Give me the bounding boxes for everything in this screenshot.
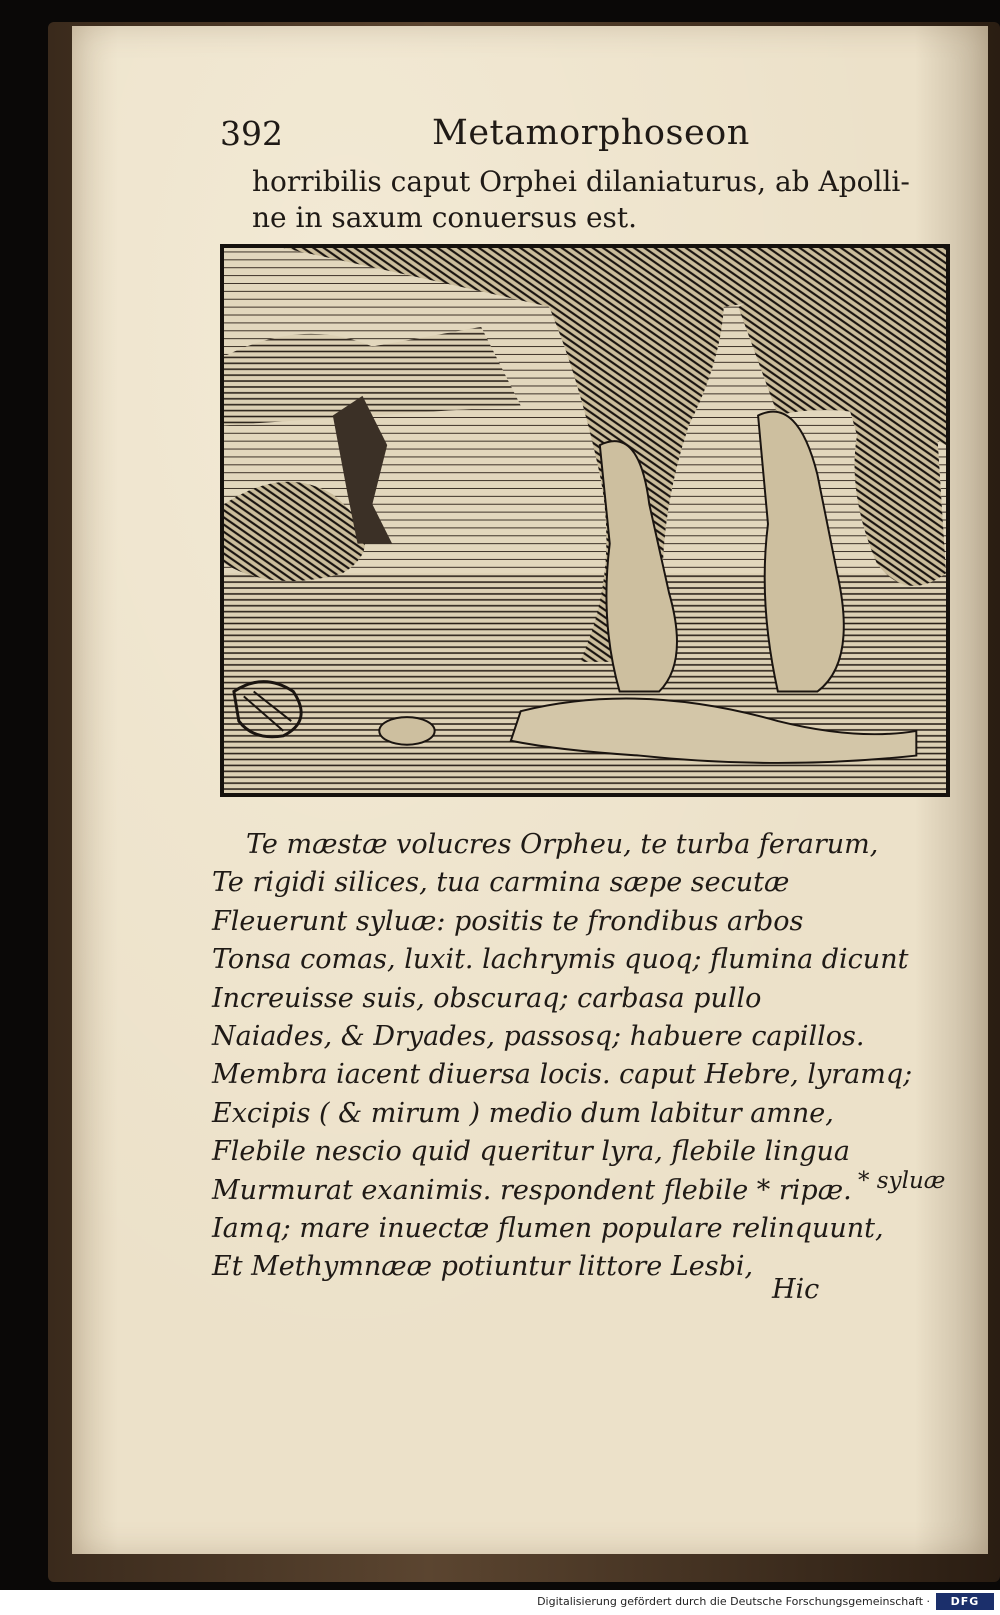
verse-line: Increuisse suis, obscuraq; carbasa pullo <box>212 982 762 1014</box>
verse-line: Naiades, & Dryades, passosq; habuere capillos. <box>212 1021 865 1053</box>
verse-line: Fleuerunt syluæ: positis te frondibus arbos <box>212 905 804 937</box>
verse-line: Murmurat exanimis. respondent flebile * ripæ. <box>212 1174 852 1206</box>
verse-line: Et Methymnææ potiuntur littore Lesbi, <box>212 1251 754 1283</box>
verse-list <box>212 826 912 1287</box>
running-head: Metamorphoseon <box>432 113 750 153</box>
verse-line: Membra iacent diuersa locis. caput Hebre, lyramq; <box>212 1059 913 1091</box>
verse-line: Tonsa comas, luxit. lachrymis quoq; flumina dicunt <box>212 944 909 976</box>
verse-line: Iamq; mare inuectæ flumen populare relinquunt, <box>212 1213 884 1245</box>
footer-bar <box>0 1590 1000 1615</box>
page-number: 392 <box>220 114 283 153</box>
dfg-logo: DFG <box>936 1593 994 1610</box>
verse-line: Te mæstæ volucres Orpheu, te turba ferarum, <box>246 829 879 860</box>
verse-line: Te rigidi silices, tua carmina sæpe secutæ <box>212 867 790 899</box>
catchword: Hic <box>772 1274 820 1305</box>
verse-line: Excipis ( & mirum ) medio dum labitur amne, <box>212 1097 834 1129</box>
prose-paragraph <box>252 164 1000 236</box>
verse-line: Flebile nescio quid queritur lyra, flebile lingua <box>212 1136 850 1168</box>
prose-line: horribilis caput Orphei dilaniaturus, ab Apolli- <box>252 165 910 198</box>
book-page <box>72 26 988 1554</box>
woodcut-image <box>224 248 946 793</box>
prose-line: ne in saxum conuersus est. <box>252 201 638 234</box>
footer-credit: Digitalisierung gefördert durch die Deutsche Forschungsgemeinschaft · <box>537 1595 930 1608</box>
marginal-gloss: * syluæ <box>858 1168 946 1194</box>
woodcut-illustration <box>220 244 950 797</box>
